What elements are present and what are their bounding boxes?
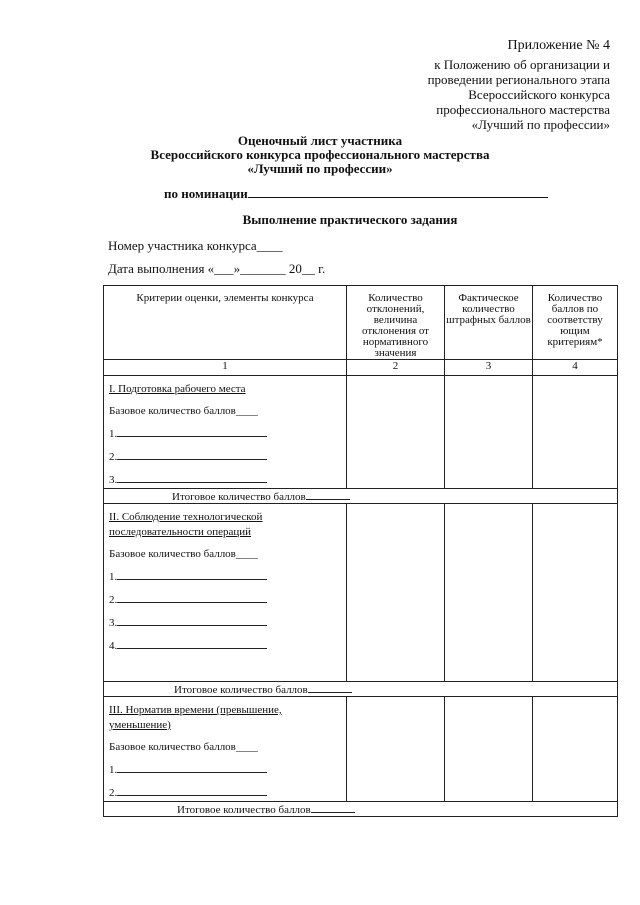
- appendix-line: проведении регионального этапа: [427, 72, 610, 87]
- participant-number: Номер участника конкурса____: [108, 238, 283, 253]
- document-title: [0, 134, 640, 176]
- col-number: 4: [533, 360, 618, 376]
- section-row: [104, 376, 618, 489]
- base-points: Базовое количество баллов____: [109, 405, 258, 417]
- nomination-blank[interactable]: [248, 185, 548, 198]
- total-row: [104, 682, 618, 697]
- value-cell[interactable]: [347, 697, 445, 802]
- appendix-header: [428, 38, 610, 132]
- base-points: Базовое количество баллов____: [109, 548, 258, 560]
- total-cell: [104, 682, 618, 697]
- section-row: [104, 504, 618, 682]
- total-blank[interactable]: [308, 682, 352, 693]
- section-criteria: [104, 697, 347, 802]
- criterion-item[interactable]: 2.: [109, 449, 340, 465]
- total-label: Итоговое количество баллов: [177, 804, 311, 816]
- date-line: Дата выполнения «___»_______ 20__ г.: [108, 261, 326, 276]
- col-number: 3: [445, 360, 533, 376]
- appendix-line: «Лучший по профессии»: [471, 117, 610, 132]
- header-criteria: Критерии оценки, элементы конкурса: [104, 286, 347, 360]
- criterion-item[interactable]: 1.: [109, 569, 340, 585]
- col-number: 1: [104, 360, 347, 376]
- header-row: [104, 286, 618, 360]
- section-title: III. Норматив времени (превышение, уменьшение): [109, 704, 282, 731]
- appendix-number: Приложение № 4: [507, 38, 610, 53]
- criterion-item[interactable]: 1.: [109, 762, 340, 778]
- value-cell[interactable]: [533, 376, 618, 489]
- task-title: Выполнение практического задания: [242, 212, 458, 227]
- appendix-line: к Положению об организации и: [434, 57, 610, 72]
- header-points: Количество баллов по соответству ющим критериям*: [533, 286, 618, 360]
- total-row: [104, 489, 618, 504]
- total-cell: [104, 802, 618, 817]
- header-penalty: Фактическое количество штрафных баллов: [445, 286, 533, 360]
- header-deviations: Количество отклонений, величина отклонения от нормативного значения: [347, 286, 445, 360]
- title-line: Всероссийского конкурса профессионального мастерства: [150, 147, 490, 162]
- section-row: [104, 697, 618, 802]
- value-cell[interactable]: [445, 504, 533, 682]
- value-cell[interactable]: [347, 376, 445, 489]
- nomination-label: по номинации: [164, 186, 248, 201]
- total-blank[interactable]: [306, 489, 350, 500]
- evaluation-table: [103, 285, 618, 817]
- criterion-item[interactable]: 3.: [109, 615, 340, 631]
- total-blank[interactable]: [311, 802, 355, 813]
- section-title: II. Соблюдение технологической последовательности операций: [109, 511, 263, 538]
- section-criteria: [104, 376, 347, 489]
- value-cell[interactable]: [445, 697, 533, 802]
- value-cell[interactable]: [533, 504, 618, 682]
- col-number: 2: [347, 360, 445, 376]
- criterion-item[interactable]: 2.: [109, 592, 340, 608]
- criterion-item[interactable]: 2.: [109, 785, 340, 801]
- criterion-item[interactable]: 3.: [109, 472, 340, 488]
- criterion-item[interactable]: 1.: [109, 426, 340, 442]
- total-label: Итоговое количество баллов: [172, 491, 306, 503]
- value-cell[interactable]: [445, 376, 533, 489]
- appendix-line: Всероссийского конкурса: [468, 87, 610, 102]
- section-criteria: [104, 504, 347, 682]
- value-cell[interactable]: [533, 697, 618, 802]
- appendix-line: профессионального мастерства: [436, 102, 610, 117]
- total-label: Итоговое количество баллов: [174, 684, 308, 696]
- base-points: Базовое количество баллов____: [109, 741, 258, 753]
- value-cell[interactable]: [347, 504, 445, 682]
- section-title: I. Подготовка рабочего места: [109, 383, 246, 395]
- total-cell: [104, 489, 618, 504]
- nomination-field: [164, 185, 548, 202]
- column-numbers-row: [104, 360, 618, 376]
- title-line: Оценочный лист участника: [237, 133, 403, 148]
- total-row: [104, 802, 618, 817]
- title-line: «Лучший по профессии»: [247, 161, 393, 176]
- criterion-item[interactable]: 4.: [109, 638, 340, 654]
